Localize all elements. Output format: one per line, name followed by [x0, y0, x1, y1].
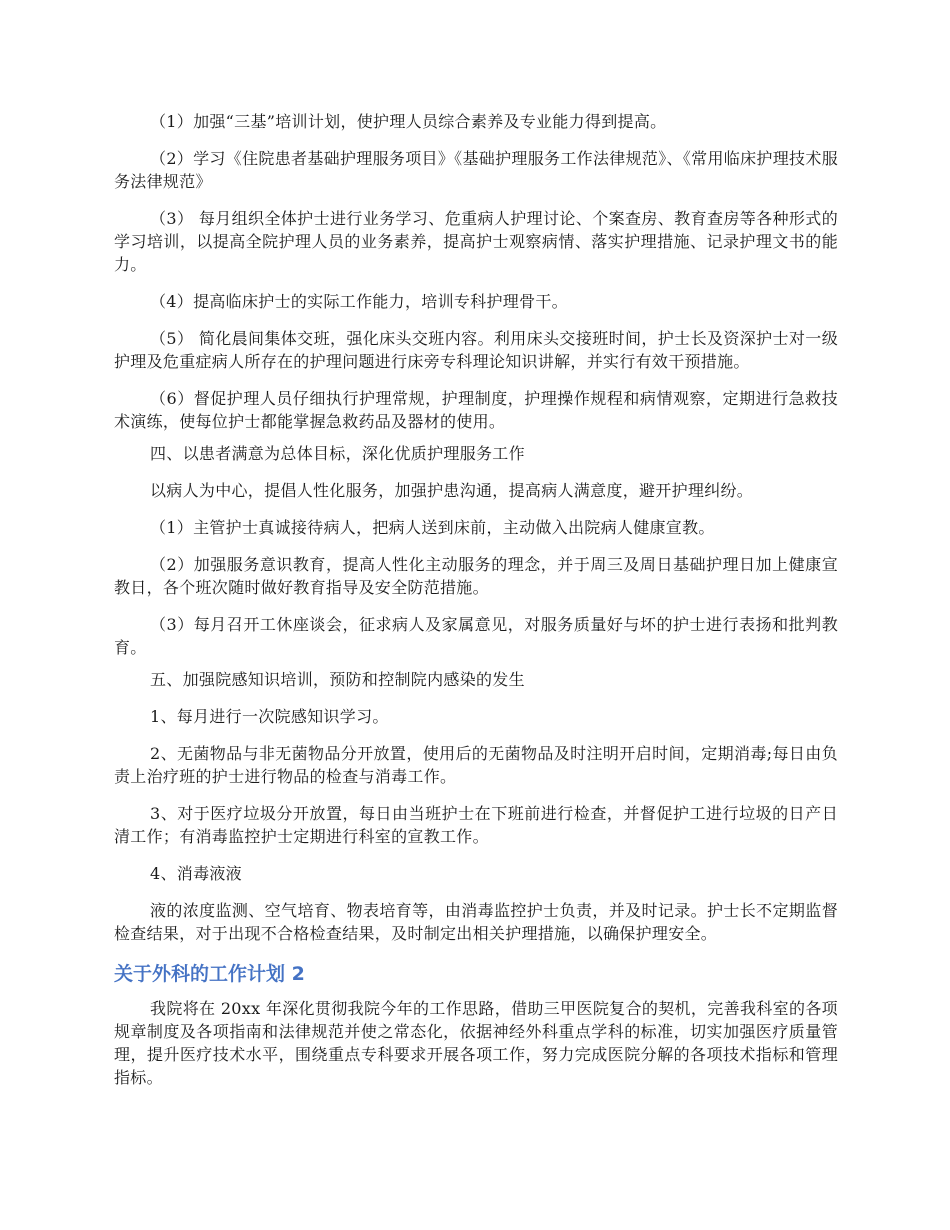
paragraph-clinical-ability: （4）提高临床护士的实际工作能力，培训专科护理骨干。 [150, 292, 568, 311]
paragraph-shift-handover: （5） 简化晨间集体交班，强化床头交班内容。利用床头交接班时间，护士长及资深护士对一级护理及危重症病人所存在的护理问题进行床旁专科理论知识讲解，并实行有效干预措施。 [114, 329, 838, 371]
paragraph-reception: （1）主管护士真诚接待病人，把病人送到床前，主动做入出院病人健康宣教。 [150, 518, 715, 537]
section-title-patient-satisfaction: 四、以患者满意为总体目标，深化优质护理服务工作 [150, 444, 525, 463]
paragraph-training-plan: （1）加强“三基”培训计划，使护理人员综合素养及专业能力得到提高。 [150, 112, 667, 131]
paragraph-concentration-monitoring: 液的浓度监测、空气培育、物表培育等，由消毒监控护士负责，并及时记录。护士长不定期监督检查结果，对于出现不合格检查结果，及时制定出相关护理措施，以确保护理安全。 [114, 901, 838, 943]
paragraph-medical-waste: 3、对于医疗垃圾分开放置，每日由当班护士在下班前进行检查，并督促护工进行垃圾的日产日清工作；有消毒监控护士定期进行科室的宣教工作。 [114, 804, 838, 846]
paragraph-monthly-training: （3） 每月组织全体护士进行业务学习、危重病人护理讨论、个案查房、教育查房等各种形式的学习培训，以提高全院护理人员的业务素养，提高护士观察病情、落实护理措施、记录护理文书的能力。 [114, 209, 838, 274]
paragraph-disinfectant: 4、消毒液液 [150, 864, 242, 883]
document-page [114, 110, 838, 1089]
paragraph-monthly-study: 1、每月进行一次院感知识学习。 [150, 707, 389, 726]
paragraph-nursing-routine: （6）督促护理人员仔细执行护理常规，护理制度，护理操作规程和病情观察，定期进行急救技术演练，使每位护士都能掌握急救药品及器材的使用。 [114, 389, 838, 431]
paragraph-service-awareness: （2）加强服务意识教育，提高人性化主动服务的理念，并于周三及周日基础护理日加上健康宣教日，各个班次随时做好教育指导及安全防范措施。 [114, 555, 838, 597]
section-title-infection-control: 五、加强院感知识培训，预防和控制院内感染的发生 [150, 670, 525, 689]
paragraph-study-regulations: （2）学习《住院患者基础护理服务项目》《基础护理服务工作法律规范》、《常用临床护理技术服务法律规范》 [114, 149, 838, 191]
paragraph-patient-centered: 以病人为中心，提倡人性化服务，加强护患沟通，提高病人满意度，避开护理纠纷。 [150, 481, 754, 500]
section-heading: 关于外科的工作计划 2 [114, 963, 305, 985]
paragraph-annual-plan: 我院将在 20xx 年深化贯彻我院今年的工作思路，借助三甲医院复合的契机，完善我科室的各项规章制度及各项指南和法律规范并使之常态化，依据神经外科重点学科的标准，切实加强医疗质量管理，提升医疗技术水平，围绕重点专科要求开展各项工作，努力完成医院分解的各项技术指标和管理指标。 [114, 999, 838, 1087]
paragraph-symposium: （3）每月召开工休座谈会，征求病人及家属意见，对服务质量好与坏的护士进行表扬和批判教育。 [114, 615, 838, 657]
paragraph-sterile-items: 2、无菌物品与非无菌物品分开放置，使用后的无菌物品及时注明开启时间，定期消毒;每日由负责上治疗班的护士进行物品的检查与消毒工作。 [114, 744, 838, 786]
